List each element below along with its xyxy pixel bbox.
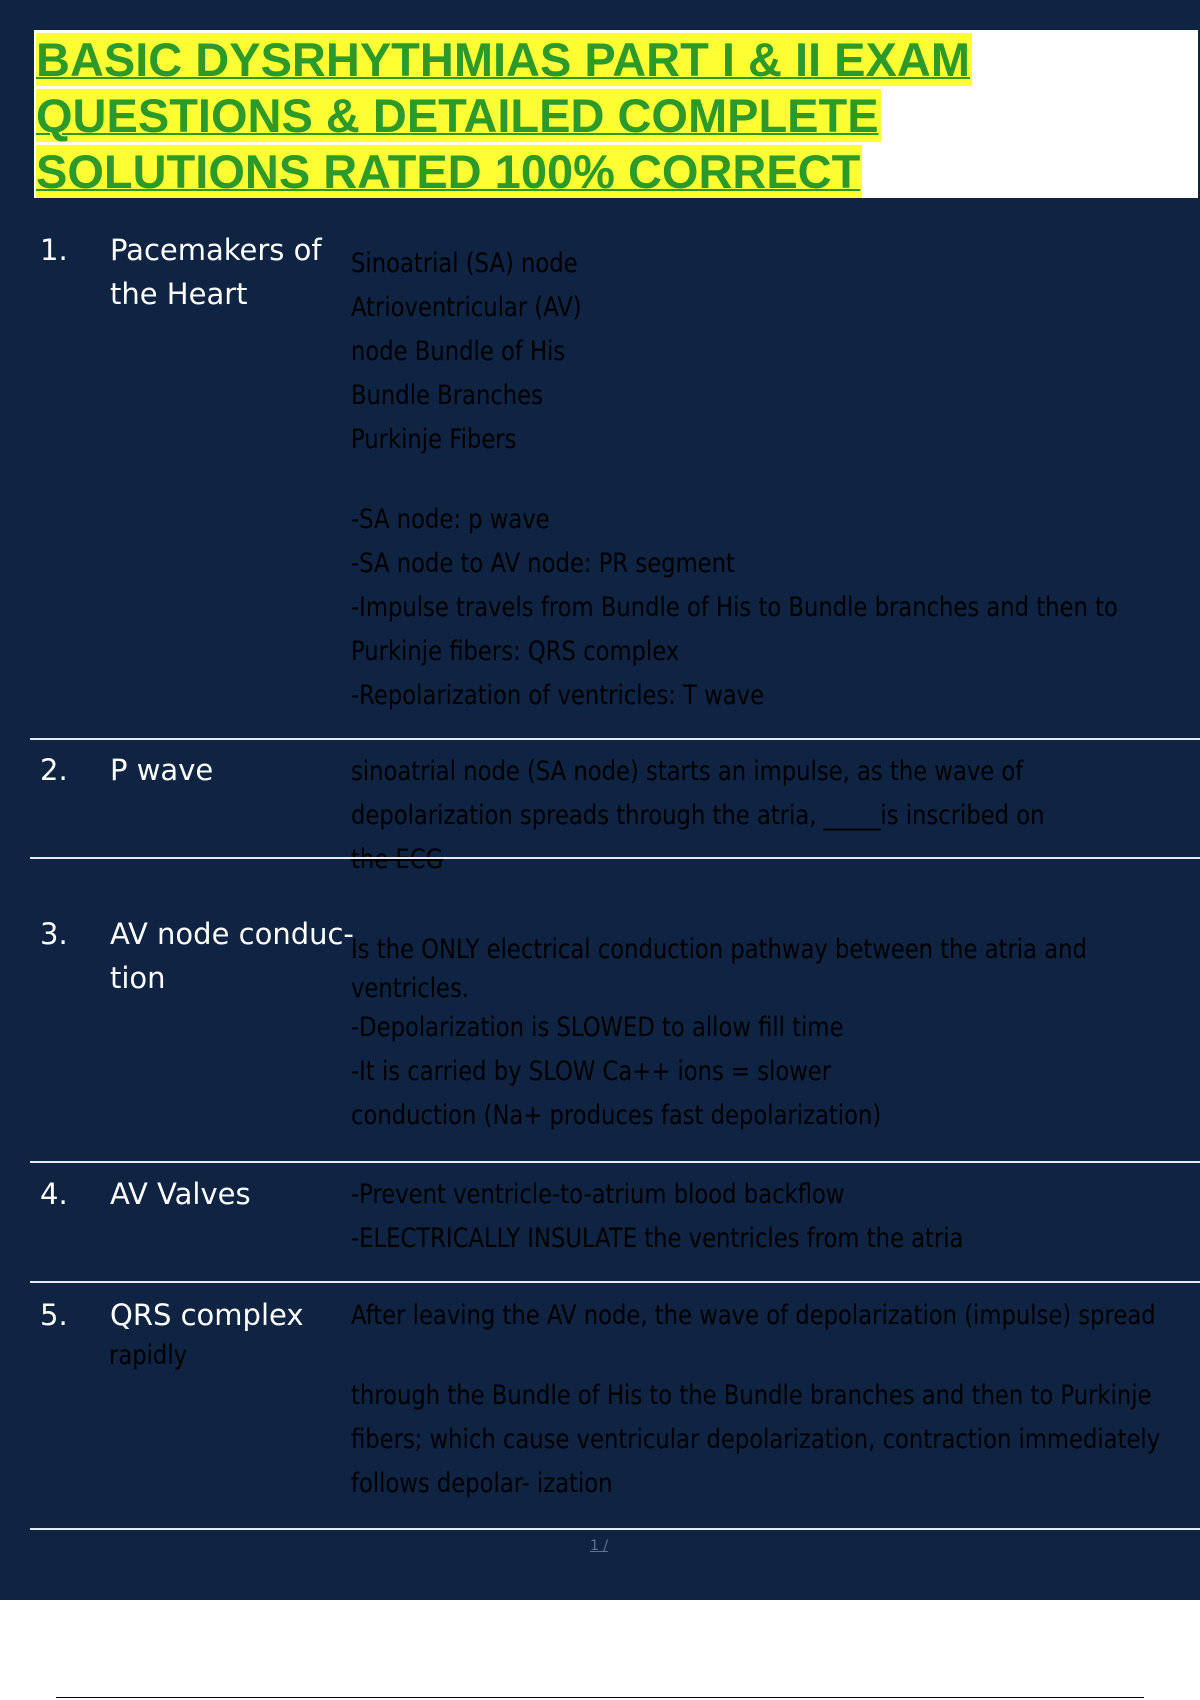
answer-line: follows depolar- ization [351, 1468, 613, 1499]
answer-line: Atrioventricular (AV) [351, 292, 582, 323]
item-2-answer [351, 750, 1174, 882]
item-5-term-extra [109, 1334, 361, 1378]
answer-line: -Impulse travels from Bundle of His to Bundle branches and then to [351, 592, 1118, 623]
item-number: 4. [40, 1177, 68, 1211]
title-line-2: QUESTIONS & DETAILED COMPLETE [36, 89, 879, 142]
answer-line: Bundle Branches [351, 380, 543, 411]
answer-line: -SA node to AV node: PR segment [351, 548, 735, 579]
item-3-answer [351, 928, 1174, 1138]
document-title [36, 32, 1036, 200]
row-divider [30, 857, 1200, 859]
answer-line: -Repolarization of ventricles: T wave [351, 680, 765, 711]
item-term: AV node conduc- tion [110, 917, 354, 995]
answer-line: the ECG [351, 844, 444, 875]
answer-line: sinoatrial node (SA node) starts an impulse, as the wave of [351, 756, 1024, 787]
term-extra: rapidly [109, 1340, 188, 1371]
answer-line: ventricles. [351, 973, 470, 1004]
item-number: 2. [40, 753, 68, 787]
row-divider [30, 1281, 1200, 1283]
answer-line: through the Bundle of His to the Bundle branches and then to Purkinje [351, 1380, 1152, 1411]
footer-rule [56, 1697, 1144, 1698]
answer-line: fibers; which cause ventricular depolarization, contraction immediately [351, 1424, 1161, 1455]
item-term: P wave [110, 753, 214, 787]
answer-line: Purkinje Fibers [351, 424, 517, 455]
title-line-1: BASIC DYSRHYTHMIAS PART I & II EXAM [36, 33, 970, 86]
answer-line: Is the ONLY electrical conduction pathway between the atria and [351, 934, 1087, 965]
row-divider [30, 1161, 1200, 1163]
answer-line: node Bundle of His [351, 336, 566, 367]
answer-line: After leaving the AV node, the wave of depolarization (impulse) spread [351, 1300, 1156, 1331]
row-divider [30, 1528, 1200, 1530]
item-number: 3. [40, 917, 68, 951]
answer-line: -Prevent ventricle-to-atrium blood backflow [351, 1179, 845, 1210]
answer-line: depolarization spreads through the atria, _____is inscribed on [351, 800, 1045, 831]
page-number: 1 / [590, 1538, 609, 1554]
answer-line: conduction (Na+ produces fast depolarization) [351, 1100, 882, 1131]
item-term: Pacemakers of the Heart [110, 233, 322, 311]
item-term: AV Valves [110, 1177, 251, 1211]
item-number: 5. [40, 1298, 68, 1332]
answer-line: -ELECTRICALLY INSULATE the ventricles from the atria [351, 1223, 964, 1254]
answer-line: -Depolarization is SLOWED to allow fill time [351, 1012, 844, 1043]
answer-line: -SA node: p wave [351, 504, 550, 535]
answer-line: -It is carried by SLOW Ca++ ions = slower [351, 1056, 832, 1087]
item-4-answer [351, 1173, 1174, 1261]
row-divider [30, 738, 1200, 740]
item-1-answer [351, 242, 1174, 718]
item-number: 1. [40, 233, 68, 267]
item-5-answer [351, 1294, 1174, 1506]
answer-line: Purkinje fibers: QRS complex [351, 636, 680, 667]
item-term: QRS complex [110, 1298, 304, 1332]
answer-line: Sinoatrial (SA) node [351, 248, 578, 279]
title-line-3: SOLUTIONS RATED 100% CORRECT [36, 145, 861, 198]
